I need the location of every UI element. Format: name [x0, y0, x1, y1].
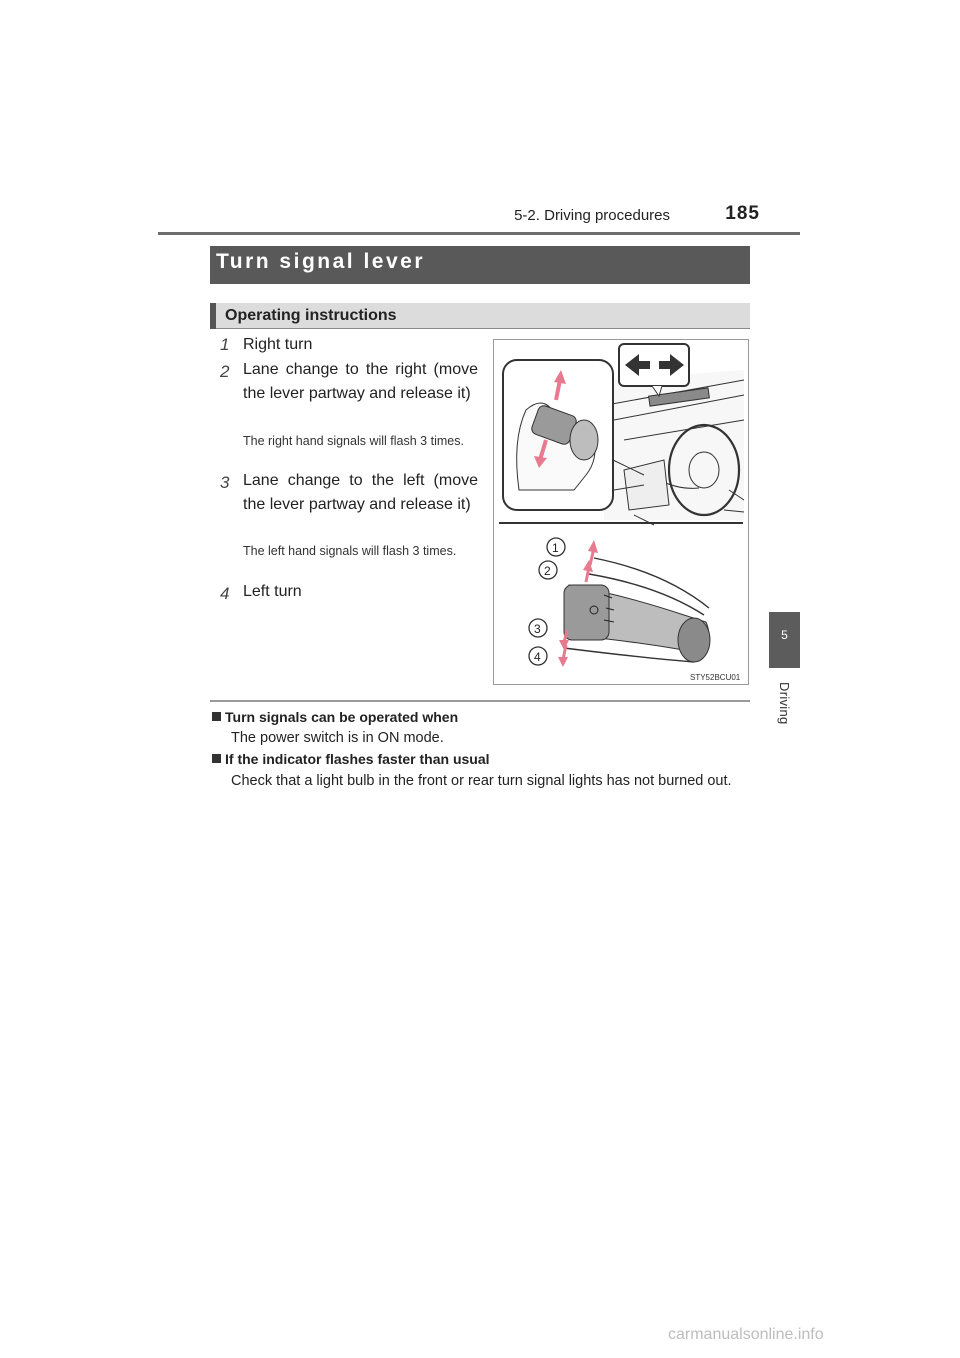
lever-closeup	[529, 538, 710, 667]
svg-text:1: 1	[220, 335, 230, 354]
item-text: Left turn	[243, 583, 302, 600]
dashboard-scene	[604, 370, 744, 525]
subheading: Operating instructions	[225, 307, 397, 324]
subheading-accent	[210, 303, 216, 329]
page-title: Turn signal lever	[216, 250, 425, 273]
svg-text:1: 1	[552, 541, 559, 555]
note-heading: If the indicator flashes faster than usual	[212, 751, 490, 767]
chapter-number: 5	[781, 628, 788, 642]
bullet-square-icon	[212, 754, 221, 763]
callout-1-icon	[547, 538, 565, 556]
page-number: 185	[725, 203, 760, 224]
item-number-icon	[216, 472, 236, 492]
section-separator	[210, 700, 750, 702]
note-body: Check that a light bulb in the front or rear turn signal lights has not burned out.	[231, 773, 732, 789]
item-note: The left hand signals will flash 3 times.	[243, 544, 457, 558]
note-heading: Turn signals can be operated when	[212, 709, 458, 725]
item-text: Lane change to the left (move the lever partway and release it)	[243, 472, 478, 513]
svg-text:3: 3	[534, 622, 541, 636]
item-note: The right hand signals will flash 3 times.	[243, 434, 464, 448]
header-rule	[158, 232, 800, 235]
bullet-square-icon	[212, 712, 221, 721]
turn-signal-illustration	[493, 339, 749, 685]
svg-text:4: 4	[534, 650, 541, 664]
note-body: The power switch is in ON mode.	[231, 730, 444, 746]
svg-text:4: 4	[220, 584, 230, 603]
watermark: carmanualsonline.info	[668, 1326, 824, 1343]
figure-code: STY52BCU01	[690, 673, 741, 682]
chapter-label: Driving	[777, 682, 792, 725]
callout-4-icon	[529, 647, 547, 665]
callout-3-icon	[529, 619, 547, 637]
svg-text:2: 2	[544, 564, 551, 578]
svg-text:3: 3	[220, 473, 230, 492]
item-number-icon	[216, 583, 236, 603]
callout-2-icon	[539, 561, 557, 579]
item-number-icon	[216, 361, 236, 381]
item-text: Lane change to the right (move the lever partway and release it)	[243, 361, 478, 402]
item-text: Right turn	[243, 336, 313, 353]
section-title: 5-2. Driving procedures	[514, 207, 670, 224]
svg-text:2: 2	[220, 362, 230, 381]
item-number-icon	[216, 334, 236, 354]
